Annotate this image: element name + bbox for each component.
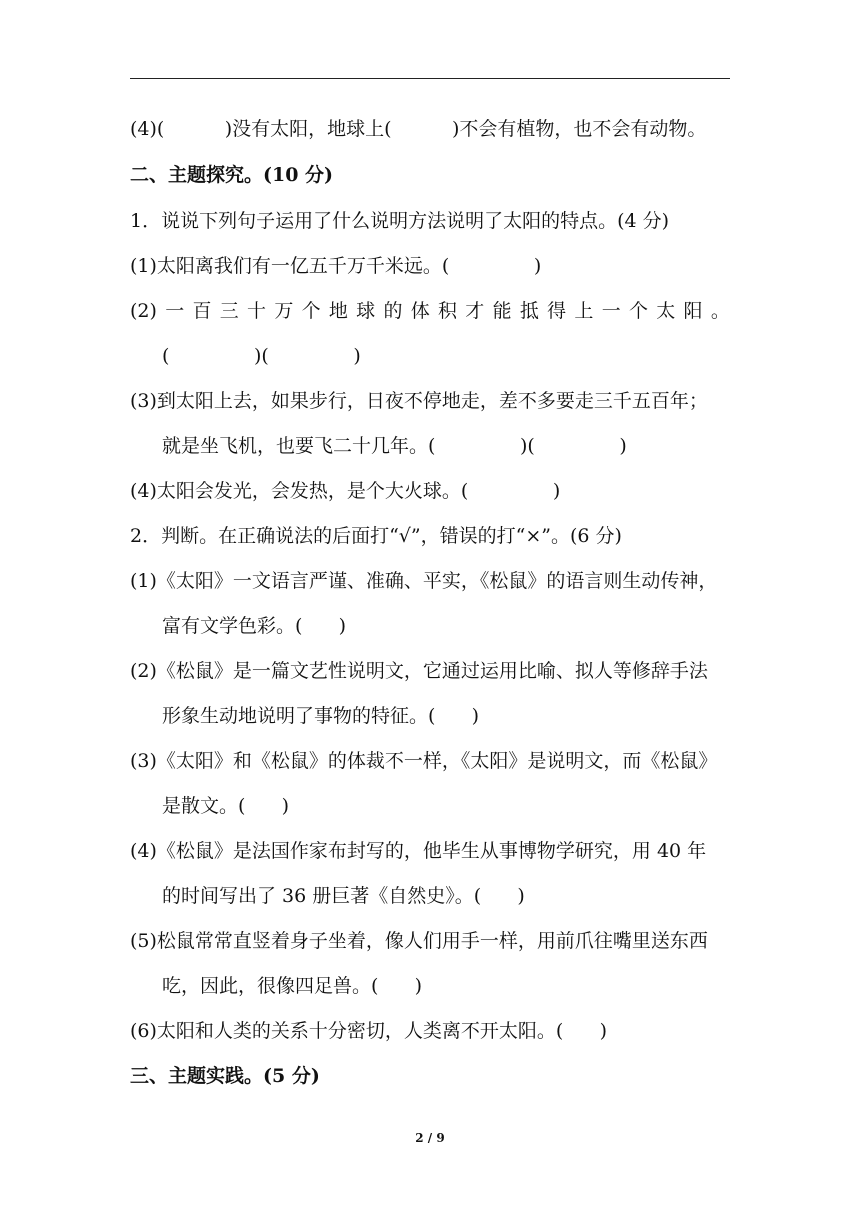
char: 球 [356, 300, 376, 322]
item-2-2-cont: 形象生动地说明了事物的特征。( ) [162, 705, 480, 727]
char: 体 [410, 300, 430, 322]
item-2-2: (2)《松鼠》是一篇文艺性说明文，它通过运用比喻、拟人等修辞手法 [130, 660, 708, 682]
char: 地 [328, 300, 348, 322]
char: 能 [492, 300, 512, 322]
section-3-heading: 三、主题实践。(5 分) [130, 1065, 320, 1087]
char: 抵 [519, 300, 539, 322]
item-1-2-blanks: ( )( ) [162, 345, 361, 367]
item-2-3-cont: 是散文。( ) [162, 795, 290, 817]
char: 才 [465, 300, 485, 322]
item-1-2 [130, 299, 730, 323]
item-2-1-cont: 富有文学色彩。( ) [162, 615, 347, 637]
char: 太 [656, 300, 676, 322]
item-2-5: (5)松鼠常常直竖着身子坐着，像人们用手一样，用前爪往嘴里送东西 [130, 930, 708, 952]
char: 阳 [683, 300, 703, 322]
header-rule [130, 78, 730, 79]
item-2-4-cont: 的时间写出了 36 册巨著《自然史》。( ) [162, 885, 525, 907]
item-2-4: (4)《松鼠》是法国作家布封写的，他毕生从事博物学研究，用 40 年 [130, 840, 707, 862]
question-4-fill: (4)( )没有太阳，地球上( )不会有植物，也不会有动物。 [130, 118, 707, 140]
item-1-1: (1)太阳离我们有一亿五千万千米远。( ) [130, 255, 542, 277]
question-1-prompt: 1．说说下列句子运用了什么说明方法说明了太阳的特点。(4 分) [130, 210, 670, 232]
char: 十 [247, 300, 267, 322]
item-1-4: (4)太阳会发光，会发热，是个大火球。( ) [130, 480, 561, 502]
item-1-3-cont: 就是坐飞机，也要飞二十几年。( )( ) [162, 435, 627, 457]
char: 得 [547, 300, 567, 322]
char: 百 [192, 300, 212, 322]
char: 三 [219, 300, 239, 322]
item-2-3: (3)《太阳》和《松鼠》的体裁不一样，《太阳》是说明文，而《松鼠》 [130, 750, 718, 772]
item-2-5-cont: 吃，因此，很像四足兽。( ) [162, 975, 423, 997]
char: 的 [383, 300, 403, 322]
section-2-heading: 二、主题探究。(10 分) [130, 164, 334, 186]
item-2-1: (1)《太阳》一文语言严谨、准确、平实，《松鼠》的语言则生动传神， [130, 570, 718, 592]
char: 一 [601, 300, 621, 322]
char: 上 [574, 300, 594, 322]
char: 积 [438, 300, 458, 322]
page-number: 2 / 9 [415, 1131, 445, 1145]
char: (2) [130, 300, 157, 322]
char: 一 [165, 300, 185, 322]
char: 。 [710, 300, 730, 322]
char: 个 [301, 300, 321, 322]
char: 万 [274, 300, 294, 322]
question-2-prompt: 2．判断。在正确说法的后面打“√”，错误的打“×”。(6 分) [130, 525, 622, 547]
item-2-6: (6)太阳和人类的关系十分密切，人类离不开太阳。( ) [130, 1020, 607, 1042]
char: 个 [628, 300, 648, 322]
item-1-3: (3)到太阳上去，如果步行，日夜不停地走，差不多要走三千五百年； [130, 390, 708, 412]
